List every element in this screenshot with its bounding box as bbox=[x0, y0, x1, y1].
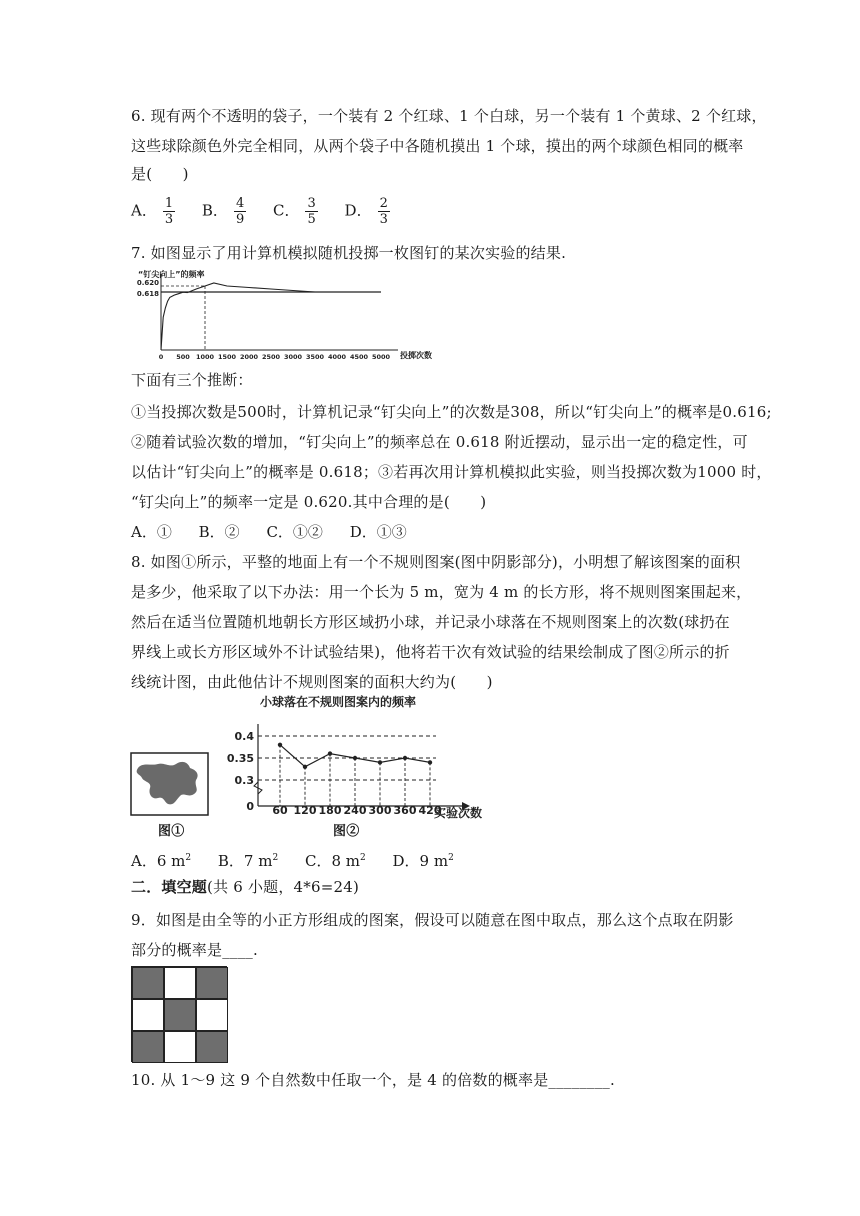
q7-line-2: 下面有三个推断： bbox=[131, 371, 253, 389]
chart1-x-tick-label: 1500 bbox=[217, 353, 237, 361]
q6-option-c[interactable]: C． $\frac{3}{5}$ bbox=[273, 196, 316, 227]
chart2-data-point bbox=[303, 765, 307, 769]
q8-line-5: 线统计图，由此他估计不规则图案的面积大约为( ) bbox=[131, 673, 493, 691]
q7-line-3: ①当投掷次数是500时，计算机记录“钉尖向上”的次数是308，所以“钉尖向上”的概率是0.616; bbox=[131, 403, 772, 421]
chart1-x-tick-label: 0 bbox=[158, 353, 164, 361]
chart2-data-point bbox=[378, 760, 382, 764]
chart1-x-tick-label: 1000 bbox=[195, 353, 215, 361]
shaded-square bbox=[196, 967, 228, 999]
q7-line-1: 7. 如图显示了用计算机模拟随机投掷一枚图钉的某次实验的结果. bbox=[131, 244, 567, 262]
q8-option-c[interactable]: C．8 $m^2$ bbox=[304, 852, 366, 870]
q6-option-a[interactable]: A． $\frac{1}{3}$ bbox=[131, 196, 174, 227]
chart2-title: 小球落在不规则图案内的频率 bbox=[260, 695, 417, 709]
chart1-y-tick-label: 0.618 bbox=[136, 290, 159, 298]
chart1-x-tick-label: 500 bbox=[176, 353, 190, 361]
chart2-data-point bbox=[403, 756, 407, 760]
chart2-data-point bbox=[278, 743, 282, 747]
chart1-frequency-series-line bbox=[161, 283, 337, 350]
q9-line-2: 部分的概率是____. bbox=[131, 941, 258, 959]
blank-square bbox=[132, 999, 164, 1031]
q8-line-2: 是多少，他采取了以下办法：用一个长为 5 m，宽为 4 m 的长方形，将不规则图案围起来， bbox=[131, 583, 752, 601]
fig2-label: 图② bbox=[333, 824, 360, 839]
q6-option-b[interactable]: B． $\frac{4}{9}$ bbox=[201, 196, 245, 227]
q6-options bbox=[131, 196, 412, 227]
chart1-x-tick-label: 3500 bbox=[305, 353, 325, 361]
blank-square bbox=[196, 999, 228, 1031]
chart1-x-tick-label: 4000 bbox=[327, 353, 347, 361]
chart1-xlabel: 投掷次数 bbox=[400, 351, 432, 360]
checker-grid bbox=[131, 966, 227, 1062]
chart2-y-tick-label: 0.4 bbox=[234, 730, 254, 743]
chart1-x-tick-label: 4500 bbox=[349, 353, 369, 361]
q10-line-1: 10. 从 1～9 这 9 个自然数中任取一个，是 4 的倍数的概率是________. bbox=[131, 1071, 615, 1089]
q8-option-b[interactable]: B．7 $m^2$ bbox=[217, 852, 279, 870]
q7-line-5: 以估计“钉尖向上”的概率是 0.618；③若再次用计算机模拟此实验，则当投掷次数为1000 时， bbox=[131, 463, 772, 481]
section-2-heading bbox=[131, 877, 359, 897]
q7-line-6: “钉尖向上”的频率一定是 0.620.其中合理的是( ) bbox=[131, 493, 487, 511]
blank-square bbox=[164, 1031, 196, 1063]
chart2-x-tick-label: 120 bbox=[293, 804, 317, 817]
chart1-y-tick-label: 0.620 bbox=[136, 279, 159, 287]
irregular-shape-figure bbox=[130, 752, 210, 816]
shaded-square bbox=[196, 1031, 228, 1063]
chart2-data-point bbox=[353, 756, 357, 760]
q7-options bbox=[131, 522, 429, 542]
fig1-label: 图① bbox=[158, 824, 185, 839]
chart2-y-tick-label: 0.35 bbox=[226, 752, 254, 765]
shaded-square bbox=[164, 999, 196, 1031]
section-2-title: 二．填空题 bbox=[131, 878, 208, 896]
q7-line-4: ②随着试验次数的增加，“钉尖向上”的频率总在 0.618 附近摆动，显示出一定的稳定性，可 bbox=[131, 433, 748, 451]
chart2-y-tick-label: 0 bbox=[246, 800, 254, 813]
q6-line-1: 6. 现有两个不透明的袋子，一个装有 2 个红球、1 个白球，另一个装有 1 个黄球、2 个红球， bbox=[131, 107, 767, 125]
chart2-data-point bbox=[328, 751, 332, 755]
chart2-x-tick-label: 420 bbox=[418, 804, 442, 817]
section-2-note: (共 6 小题，4*6=24) bbox=[207, 878, 360, 896]
q6-option-d[interactable]: D． $\frac{2}{3}$ bbox=[344, 196, 388, 227]
shaded-square bbox=[132, 967, 164, 999]
thumbtack-frequency-chart bbox=[128, 268, 448, 362]
q7-option-c[interactable]: C．①② bbox=[266, 523, 323, 541]
q8-line-3: 然后在适当位置随机地朝长方形区域扔小球，并记录小球落在不规则图案上的次数(球扔在 bbox=[131, 613, 730, 631]
q7-option-d[interactable]: D．①③ bbox=[349, 523, 407, 541]
q8-options bbox=[131, 848, 476, 871]
shaded-square bbox=[132, 1031, 164, 1063]
q8-line-4: 界线上或长方形区域外不计试验结果)，他将若干次有效试验的结果绘制成了图②所示的折 bbox=[131, 643, 730, 661]
chart2-x-tick-label: 180 bbox=[318, 804, 342, 817]
blank-square bbox=[164, 967, 196, 999]
ball-frequency-chart bbox=[226, 694, 492, 820]
chart2-xlabel: 实验次数 bbox=[434, 806, 483, 820]
chart2-x-tick-label: 240 bbox=[343, 804, 367, 817]
q8-option-a[interactable]: A．6 $m^2$ bbox=[131, 852, 192, 870]
chart1-x-tick-label: 2000 bbox=[239, 353, 259, 361]
q6-line-2: 这些球除颜色外完全相同，从两个袋子中各随机摸出 1 个球，摸出的两个球颜色相同的概率 bbox=[131, 137, 744, 155]
chart1-title: “钉尖向上”的频率 bbox=[138, 270, 205, 279]
chart2-data-point bbox=[428, 760, 432, 764]
chart1-x-tick-label: 2500 bbox=[261, 353, 281, 361]
q6-line-3: 是( ) bbox=[131, 165, 189, 183]
chart2-y-tick-label: 0.3 bbox=[234, 774, 254, 787]
q8-option-d[interactable]: D．9 $m^2$ bbox=[392, 852, 454, 870]
chart2-x-tick-label: 360 bbox=[393, 804, 417, 817]
chart2-x-tick-label: 300 bbox=[368, 804, 392, 817]
chart2-x-tick-label: 60 bbox=[272, 804, 288, 817]
q9-line-1: 9．如图是由全等的小正方形组成的图案，假设可以随意在图中取点，那么这个点取在阴影 bbox=[131, 911, 734, 929]
chart1-x-tick-label: 3000 bbox=[283, 353, 303, 361]
q8-line-1: 8. 如图①所示，平整的地面上有一个不规则图案(图中阴影部分)，小明想了解该图案的面积 bbox=[131, 553, 741, 571]
chart1-x-tick-label: 5000 bbox=[371, 353, 391, 361]
q7-option-a[interactable]: A．① bbox=[131, 523, 172, 541]
q7-option-b[interactable]: B．② bbox=[198, 523, 240, 541]
